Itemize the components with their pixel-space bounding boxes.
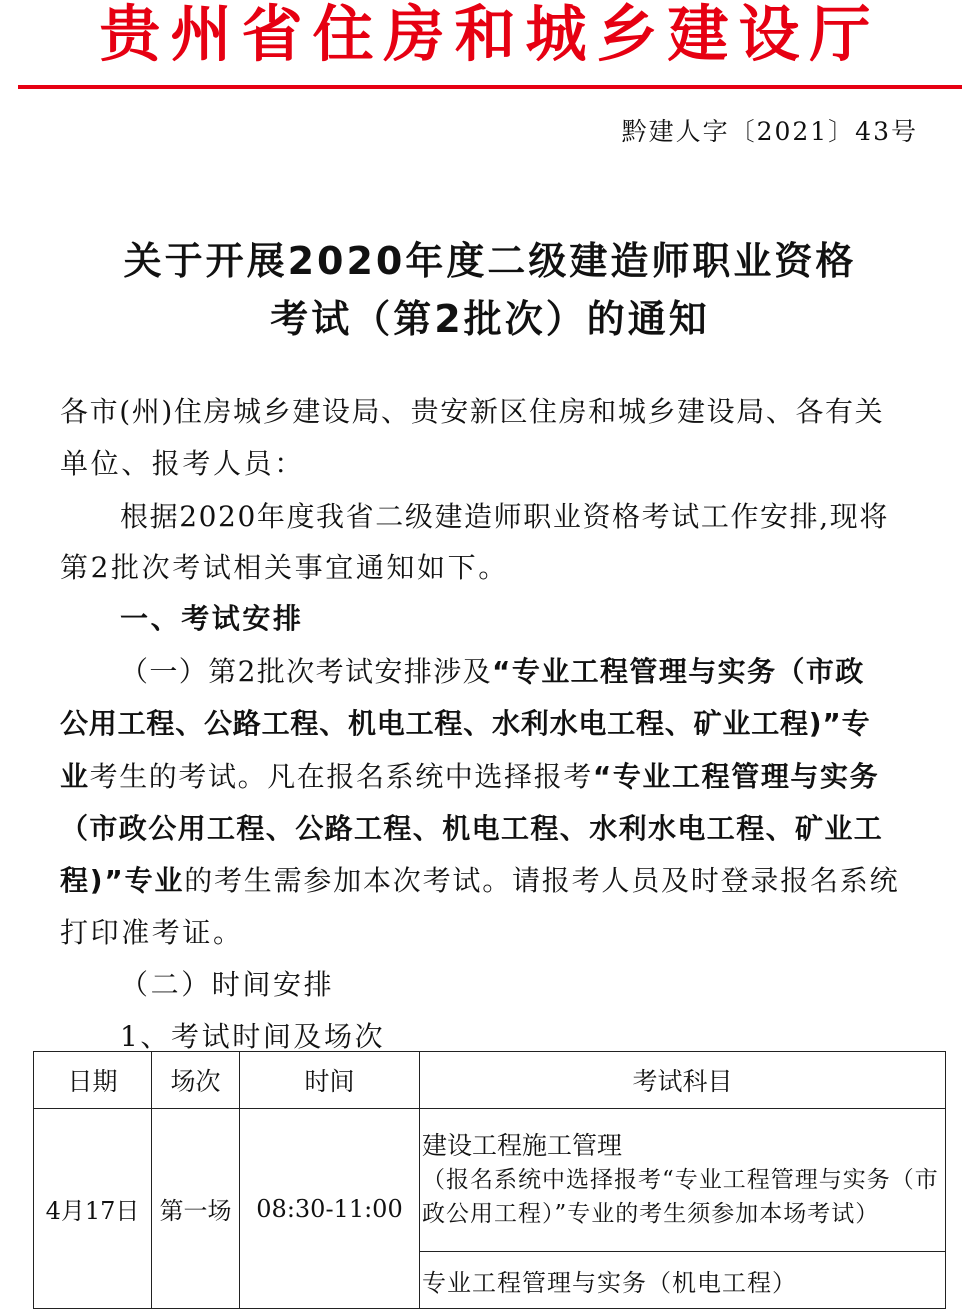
paragraph1-line6: 打印准考证。 xyxy=(60,916,244,949)
paragraph1-line3-emphasis-a: 业 xyxy=(60,760,90,793)
paragraph1-line5-emphasis: 程)”专业 xyxy=(60,864,185,897)
section1-heading: 一、考试安排 xyxy=(120,602,304,635)
cell-session: 第一场 xyxy=(152,1109,240,1309)
addressee-line1: 各市(州)住房城乡建设局、贵安新区住房和城乡建设局、各有关 xyxy=(60,395,885,428)
paragraph1-line2: 公用工程、公路工程、机电工程、水利水电工程、矿业工程)”专 xyxy=(60,707,871,740)
header-date: 日期 xyxy=(34,1052,152,1109)
header-subject: 考试科目 xyxy=(420,1052,946,1109)
table-header-row xyxy=(34,1052,946,1109)
paragraph1-line3 xyxy=(60,755,879,795)
subject-main: 建设工程施工管理 xyxy=(422,1131,623,1160)
exam-schedule-table xyxy=(33,1051,946,1309)
cell-time: 08:30-11:00 xyxy=(240,1109,420,1309)
paragraph1-line4: （市政公用工程、公路工程、机电工程、水利水电工程、矿业工 xyxy=(60,812,884,845)
addressee-line2: 单位、报考人员： xyxy=(60,447,305,480)
intro-line1: 根据2020年度我省二级建造师职业资格考试工作安排,现将 xyxy=(120,500,889,533)
paragraph1-line3-text: 考生的考试。凡在报名系统中选择报考 xyxy=(89,760,593,793)
paragraph1-line1-emphasis: “专业工程管理与实务（市政 xyxy=(492,655,865,688)
cell-subject-second: 专业工程管理与实务（机电工程） xyxy=(420,1252,946,1309)
header-session: 场次 xyxy=(152,1052,240,1109)
red-divider-rule xyxy=(18,85,962,89)
masthead-organization: 贵州省住房和城乡建设厅 xyxy=(99,0,881,70)
subsection2-item1: 1、考试时间及场次 xyxy=(120,1020,386,1053)
subject-note: （报名系统中选择报考“专业工程管理与实务（市政公用工程）”专业的考生须参加本场考试） xyxy=(422,1167,939,1227)
intro-line2: 第2批次考试相关事宜通知如下。 xyxy=(60,551,509,584)
document-number: 黔建人字〔2021〕43号 xyxy=(621,117,918,146)
header-time: 时间 xyxy=(240,1052,420,1109)
paragraph1-line1 xyxy=(120,650,865,690)
table-row xyxy=(34,1109,946,1252)
notice-title-line1: 关于开展2020年度二级建造师职业资格 xyxy=(123,239,857,283)
notice-title-line2: 考试（第2批次）的通知 xyxy=(270,297,710,341)
cell-date: 4月17日 xyxy=(34,1109,152,1309)
paragraph1-line5-text: 的考生需参加本次考试。请报考人员及时登录报名系统 xyxy=(184,864,900,897)
cell-subject xyxy=(420,1109,946,1252)
paragraph1-line5 xyxy=(60,859,899,899)
paragraph1-line1-text: （一）第2批次考试安排涉及 xyxy=(120,655,493,688)
paragraph1-line3-emphasis-b: “专业工程管理与实务 xyxy=(592,760,880,793)
subsection2-heading: （二）时间安排 xyxy=(120,968,335,1001)
